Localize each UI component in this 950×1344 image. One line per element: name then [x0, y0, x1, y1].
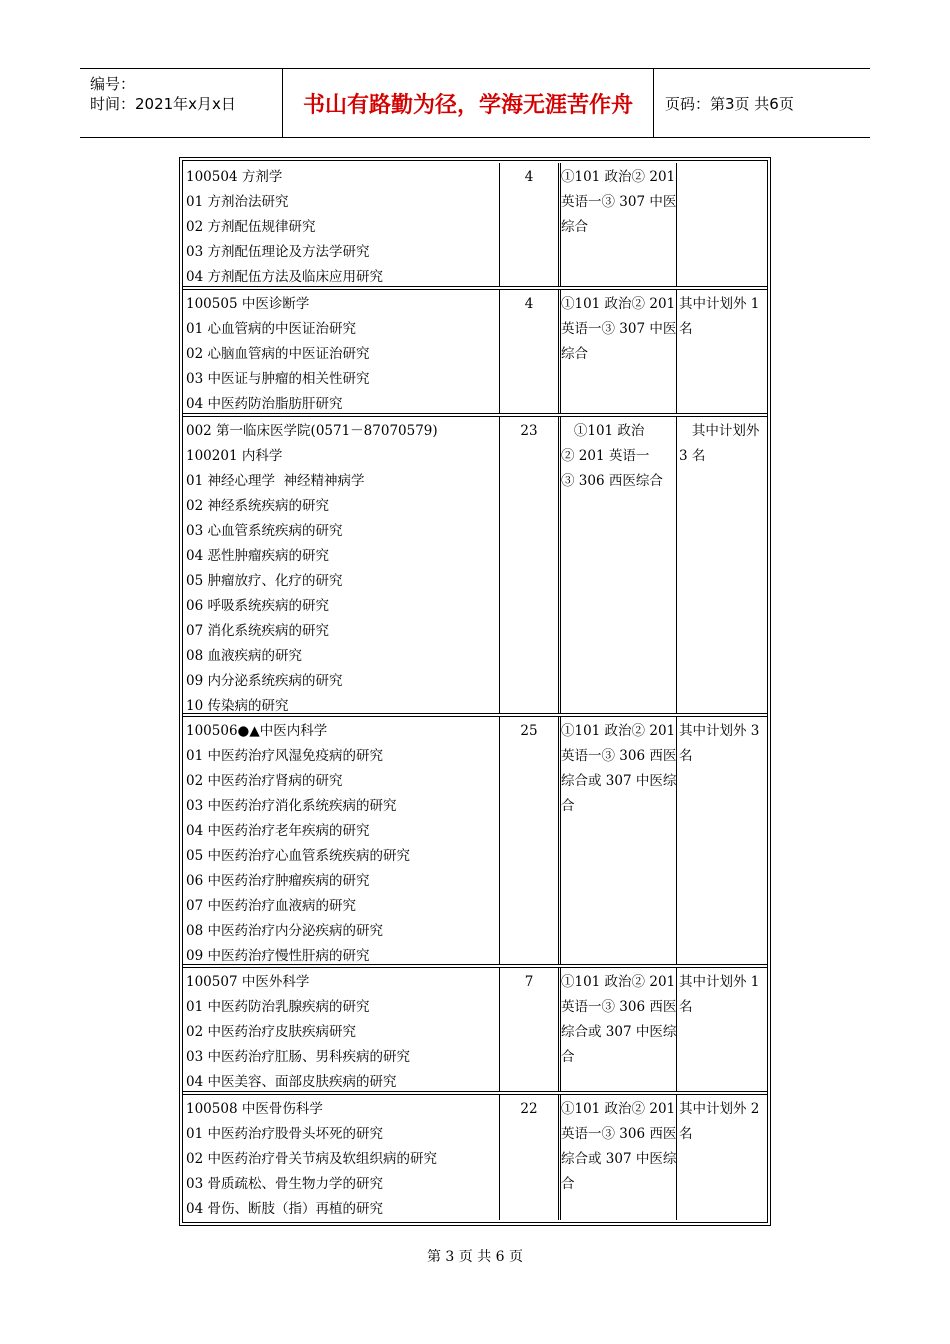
exam-subject-line: 综合或 307 中医综: [561, 773, 677, 789]
exam-subject-line: 英语一③ 306 西医: [561, 1126, 677, 1142]
exam-subject-line: 英语一③ 307 中医: [561, 321, 677, 337]
column-divider: [558, 717, 559, 964]
row-separator: [182, 713, 768, 717]
exam-subject-line: 综合或 307 中医综: [561, 1151, 677, 1167]
enrollment-count: 22: [520, 1101, 538, 1117]
research-direction: 04 恶性肿瘤疾病的研究: [186, 548, 329, 564]
remark-line: 名: [679, 999, 693, 1015]
remark-cell: [679, 719, 765, 769]
row-separator: [182, 964, 768, 968]
page-header: [80, 68, 870, 138]
program-cell: [186, 419, 438, 719]
program-cell: [186, 1097, 437, 1222]
exam-subjects-cell: [561, 419, 679, 494]
remark-cell: [679, 419, 765, 469]
program-cell: [186, 165, 383, 290]
program-title: 100504 方剂学: [186, 169, 283, 185]
exam-subject-line: 综合或 307 中医综: [561, 1024, 677, 1040]
exam-subjects-cell: [561, 292, 679, 367]
remark-line: 其中计划外 1: [679, 296, 760, 312]
program-title: 100508 中医骨伤科学: [186, 1101, 323, 1117]
page-footer: 第 3 页 共 6 页: [426, 1249, 524, 1265]
program-title: 100507 中医外科学: [186, 974, 310, 990]
remark-cell: [679, 970, 765, 1020]
header-motto: 书山有路勤为径，学海无涯苦作舟: [283, 69, 654, 137]
column-divider: [499, 417, 500, 713]
research-direction: 05 中医药治疗心血管系统疾病的研究: [186, 848, 410, 864]
row-separator: [182, 413, 768, 417]
program-title: 100505 中医诊断学: [186, 296, 310, 312]
program-cell: [186, 292, 369, 417]
remark-line: 其中计划外 1: [679, 974, 760, 990]
research-direction: 02 中医药治疗肾病的研究: [186, 773, 343, 789]
research-direction: 05 肿瘤放疗、化疗的研究: [186, 573, 343, 589]
exam-subject-line: ①101 政治② 201: [561, 723, 676, 739]
research-direction: 03 中医药治疗消化系统疾病的研究: [186, 798, 397, 814]
research-direction: 01 心血管病的中医证治研究: [186, 321, 356, 337]
research-direction: 03 中医药治疗肛肠、男科疾病的研究: [186, 1049, 410, 1065]
exam-subject-line: 合: [561, 1049, 575, 1065]
research-direction: 04 中医药治疗老年疾病的研究: [186, 823, 370, 839]
research-direction: 01 中医药治疗风湿免疫病的研究: [186, 748, 383, 764]
exam-subject-line: 合: [561, 1176, 575, 1192]
exam-subject-line: 英语一③ 306 西医: [561, 999, 677, 1015]
column-divider: [499, 717, 500, 964]
remark-cell: [679, 1097, 765, 1147]
exam-subject-line: 综合: [561, 219, 588, 235]
exam-subject-line: ①101 政治② 201: [561, 974, 676, 990]
research-direction: 02 方剂配伍规律研究: [186, 219, 316, 235]
number-label: 编号：: [90, 75, 136, 93]
remark-line: 名: [679, 748, 693, 764]
exam-subject-line: ② 201 英语一: [561, 448, 650, 464]
research-direction: 04 骨伤、断肢（指）再植的研究: [186, 1201, 383, 1217]
research-direction: 02 神经系统疾病的研究: [186, 498, 329, 514]
research-direction: 03 心血管系统疾病的研究: [186, 523, 343, 539]
time-label: 时间：2021年x月x日: [90, 95, 236, 113]
enrollment-count: 7: [524, 974, 534, 990]
program-title: 002 第一临床医学院(0571－87070579): [186, 423, 438, 439]
exam-subject-line: 综合: [561, 346, 588, 362]
research-direction: 07 中医药治疗血液病的研究: [186, 898, 356, 914]
remark-cell: [679, 292, 765, 342]
remark-line: 名: [679, 1126, 693, 1142]
exam-subject-line: ①101 政治② 201: [561, 169, 676, 185]
research-direction: 02 心脑血管病的中医证治研究: [186, 346, 370, 362]
header-page-info: 页码：第3页 共6页: [665, 94, 794, 113]
enrollment-count: 25: [520, 723, 538, 739]
remark-line: 3 名: [679, 448, 706, 464]
research-direction: 06 中医药治疗肿瘤疾病的研究: [186, 873, 370, 889]
program-title: 100506●▲中医内科学: [186, 723, 328, 739]
research-direction: 04 方剂配伍方法及临床应用研究: [186, 269, 383, 285]
remark-line: 其中计划外 3: [679, 723, 760, 739]
exam-subject-line: ①101 政治② 201: [561, 296, 676, 312]
exam-subjects-cell: [561, 719, 679, 819]
exam-subjects-cell: [561, 970, 679, 1070]
research-direction: 09 中医药治疗慢性肝病的研究: [186, 948, 370, 964]
research-direction: 09 内分泌系统疾病的研究: [186, 673, 343, 689]
remark-line: 其中计划外 2: [679, 1101, 760, 1117]
exam-subjects-cell: [561, 1097, 679, 1197]
enrollment-count: 4: [524, 169, 534, 185]
exam-subject-line: ③ 306 西医综合: [561, 473, 663, 489]
research-direction: 01 中医药防治乳腺疾病的研究: [186, 999, 370, 1015]
research-direction: 06 呼吸系统疾病的研究: [186, 598, 329, 614]
exam-subject-line: ①101 政治: [561, 423, 645, 439]
research-direction: 01 中医药治疗股骨头坏死的研究: [186, 1126, 383, 1142]
remark-line: 名: [679, 321, 693, 337]
research-direction: 02 中医药治疗骨关节病及软组织病的研究: [186, 1151, 437, 1167]
enrollment-count: 23: [520, 423, 538, 439]
research-direction: 07 消化系统疾病的研究: [186, 623, 329, 639]
research-direction: 03 中医证与肿瘤的相关性研究: [186, 371, 370, 387]
exam-subject-line: 英语一③ 307 中医: [561, 194, 677, 210]
research-direction: 08 中医药治疗内分泌疾病的研究: [186, 923, 383, 939]
research-direction: 10 传染病的研究: [186, 698, 289, 714]
research-direction: 100201 内科学: [186, 448, 283, 464]
program-cell: [186, 719, 410, 969]
research-direction: 01 神经心理学 神经精神病学: [186, 473, 365, 489]
exam-subject-line: 英语一③ 306 西医: [561, 748, 677, 764]
research-direction: 04 中医美容、面部皮肤疾病的研究: [186, 1074, 397, 1090]
research-direction: 04 中医药防治脂肪肝研究: [186, 396, 343, 412]
enrollment-count: 4: [524, 296, 534, 312]
research-direction: 03 方剂配伍理论及方法学研究: [186, 244, 370, 260]
column-divider: [558, 417, 559, 713]
exam-subject-line: 合: [561, 798, 575, 814]
remark-line: 其中计划外: [679, 423, 760, 439]
program-cell: [186, 970, 410, 1095]
header-meta: [80, 69, 283, 137]
research-direction: 03 骨质疏松、骨生物力学的研究: [186, 1176, 383, 1192]
row-separator: [182, 286, 768, 290]
row-separator: [182, 1091, 768, 1095]
research-direction: 08 血液疾病的研究: [186, 648, 302, 664]
research-direction: 01 方剂治法研究: [186, 194, 289, 210]
research-direction: 02 中医药治疗皮肤疾病研究: [186, 1024, 356, 1040]
exam-subjects-cell: [561, 165, 679, 240]
exam-subject-line: ①101 政治② 201: [561, 1101, 676, 1117]
